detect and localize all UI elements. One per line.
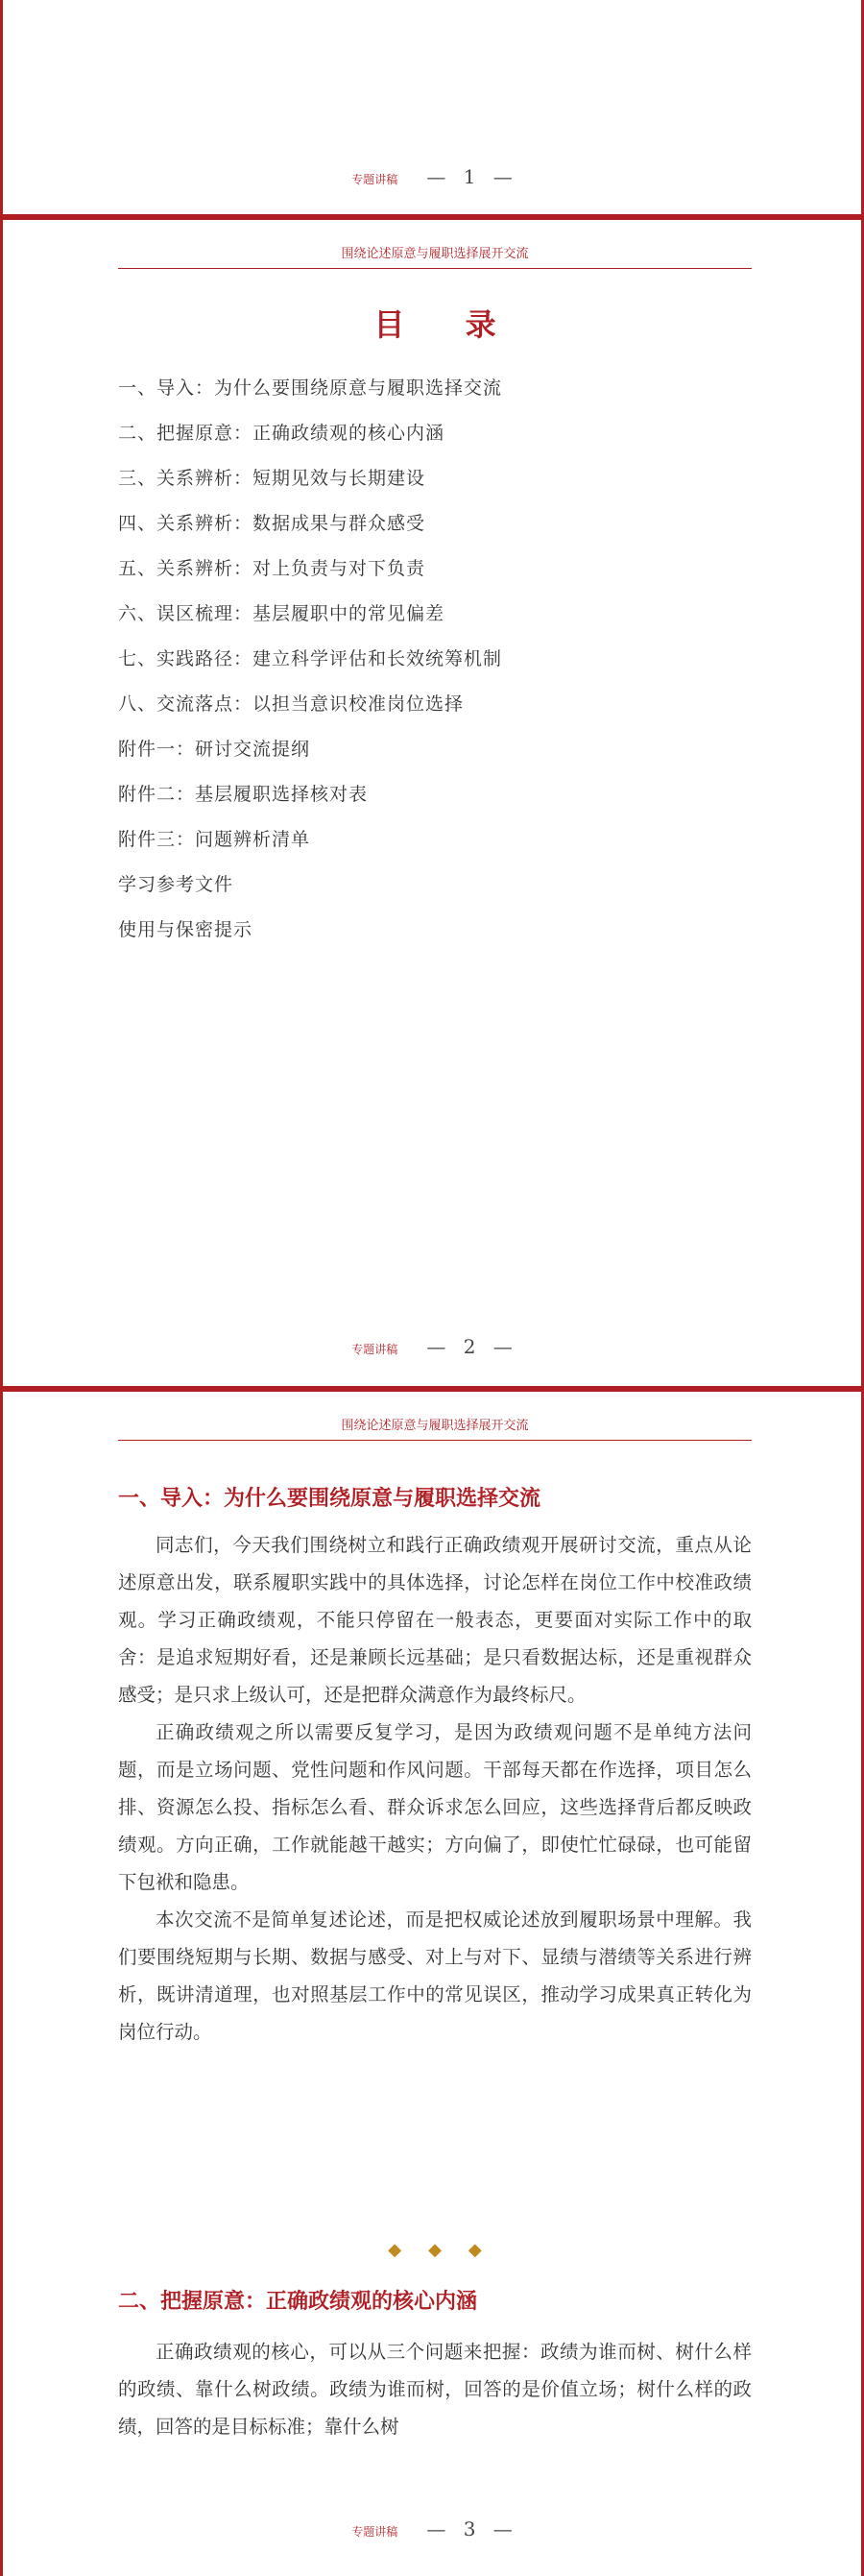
toc-item[interactable]: 八、交流落点：以担当意识校准岗位选择 — [118, 693, 465, 715]
toc-item[interactable]: 使用与保密提示 — [118, 919, 253, 940]
section-body — [118, 1526, 752, 2051]
header-rule — [118, 1440, 752, 1441]
page-2 — [0, 220, 864, 1386]
toc-item[interactable]: 四、关系辨析：数据成果与群众感受 — [118, 513, 426, 534]
section-body — [118, 2333, 752, 2445]
toc-item[interactable]: 一、导入：为什么要围绕原意与履职选择交流 — [118, 377, 503, 399]
toc-item[interactable]: 三、关系辨析：短期见效与长期建设 — [118, 468, 426, 489]
page-footer — [3, 2517, 864, 2540]
paragraph: 同志们，今天我们围绕树立和践行正确政绩观开展研讨交流，重点从论述原意出发，联系履职实践中的具体选择，讨论怎样在岗位工作中校准政绩观。学习正确政绩观，不能只停留在一般表态，更要面对实际工作中的取舍：是追求短期好看，还是兼顾长远基础；是只看数据达标，还是重视群众感受；是只求上级认可，还是把群众满意作为最终标尺。 — [118, 1534, 752, 1706]
toc-item[interactable]: 附件二：基层履职选择核对表 — [118, 784, 369, 805]
running-header: 围绕论述原意与履职选择展开交流 — [341, 247, 529, 261]
page-1 — [0, 0, 864, 215]
toc-item[interactable]: 五、关系辨析：对上负责与对下负责 — [118, 558, 426, 579]
paragraph: 正确政绩观之所以需要反复学习，是因为政绩观问题不是单纯方法问题，而是立场问题、党性问题和作风问题。干部每天都在作选择，项目怎么排、资源怎么投、指标怎么看、群众诉求怎么回应，这些选择背后都反映政绩观。方向正确，工作就能越干越实；方向偏了，即使忙忙碌碌，也可能留下包袱和隐患。 — [118, 1721, 752, 1893]
footer-label: 专题讲稿 — [351, 1343, 398, 1356]
toc-item[interactable]: 六、误区梳理：基层履职中的常见偏差 — [118, 603, 445, 624]
toc-title: 目 录 — [373, 306, 521, 343]
toc-item[interactable]: 附件三：问题辨析清单 — [118, 829, 311, 850]
toc-item[interactable]: 七、实践路径：建立科学评估和长效统筹机制 — [118, 648, 503, 669]
page-number: — 3 — — [426, 2517, 518, 2540]
section-heading: 二、把握原意：正确政绩观的核心内涵 — [118, 2290, 478, 2314]
paragraph: 本次交流不是简单复述论述，而是把权威论述放到履职场景中理解。我们要围绕短期与长期、数据与感受、对上与对下、显绩与潜绩等关系进行辨析，既讲清道理，也对照基层工作中的常见误区，推动学习成果真正转化为岗位行动。 — [118, 1908, 752, 2043]
toc-item[interactable]: 附件一：研讨交流提纲 — [118, 739, 311, 760]
paragraph: 正确政绩观的核心，可以从三个问题来把握：政绩为谁而树、树什么样的政绩、靠什么树政绩。政绩为谁而树，回答的是价值立场；树什么样的政绩，回答的是目标标准；靠什么树 — [118, 2341, 752, 2438]
section-heading: 一、导入：为什么要围绕原意与履职选择交流 — [118, 1487, 541, 1511]
section-divider: ◆◆◆ — [388, 2240, 509, 2260]
page-number: — 2 — — [426, 1335, 518, 1358]
footer-label: 专题讲稿 — [351, 2525, 398, 2539]
page-footer — [3, 165, 864, 188]
page-footer — [3, 1335, 864, 1358]
toc-item[interactable]: 二、把握原意：正确政绩观的核心内涵 — [118, 423, 445, 444]
toc-list — [118, 366, 752, 953]
running-header: 围绕论述原意与履职选择展开交流 — [341, 1419, 529, 1433]
toc-item[interactable]: 学习参考文件 — [118, 874, 234, 895]
page-3 — [0, 1392, 864, 2576]
page-number: — 1 — — [426, 165, 518, 188]
footer-label: 专题讲稿 — [351, 173, 398, 186]
header-rule — [118, 268, 752, 269]
